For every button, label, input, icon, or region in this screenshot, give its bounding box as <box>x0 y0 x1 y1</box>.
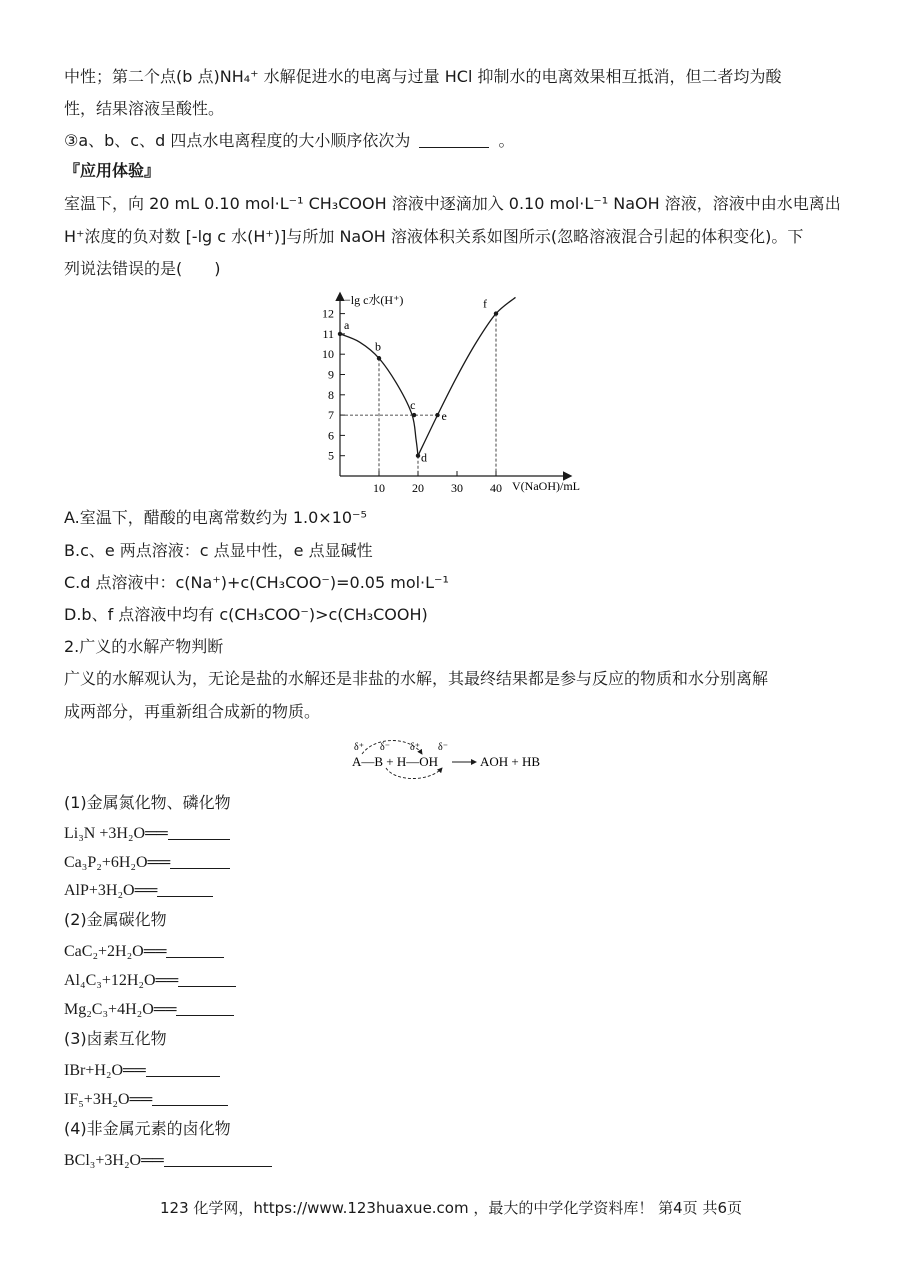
point-f <box>494 311 498 315</box>
option-c[interactable]: C.d 点溶液中：c(Na⁺)+c(CH₃COO⁻)=0.05 mol·L⁻¹ <box>64 573 449 592</box>
y-tick-label: 7 <box>328 408 334 423</box>
point-label-e: e <box>441 409 447 424</box>
y-tick-label: 11 <box>322 326 334 341</box>
question-3-end: 。 <box>498 131 515 150</box>
problem-line-2: H⁺浓度的负对数 [-lg c 水(H⁺)]与所加 NaOH 溶液体积关系如图所示(忽略溶液混合引起的体积变化)。下 <box>64 227 804 246</box>
answer-blank-1[interactable] <box>168 823 230 840</box>
y-tick-label: 5 <box>328 448 334 463</box>
equation-6 <box>64 999 234 1021</box>
scheme-reactants: A—B + H—OH <box>352 754 439 769</box>
text-line-2: 性，结果溶液呈酸性。 <box>64 99 225 118</box>
y-tick-label: 10 <box>322 347 334 362</box>
answer-blank-5[interactable] <box>178 970 236 987</box>
answer-blank-8[interactable] <box>152 1089 228 1106</box>
equation-8 <box>64 1089 228 1111</box>
equation-6-text: Mg₂C₃+4H₂O══ <box>64 1001 177 1018</box>
point-label-a: a <box>344 317 350 332</box>
option-b[interactable]: B.c、e 两点溶液：c 点显中性，e 点显碱性 <box>64 541 373 560</box>
equation-2-text: Ca₃P₂+6H₂O══ <box>64 854 171 871</box>
equation-7 <box>64 1060 220 1082</box>
subsection-1: (1)金属氮化物、磷化物 <box>64 793 231 812</box>
equation-4-text: CaC₂+2H₂O══ <box>64 943 167 960</box>
option-a[interactable]: A.室温下，醋酸的电离常数约为 1.0×10⁻⁵ <box>64 508 367 527</box>
option-d[interactable]: D.b、f 点溶液中均有 c(CH₃COO⁻)>c(CH₃COOH) <box>64 605 428 624</box>
point-label-f: f <box>483 296 487 311</box>
point-b <box>377 356 381 360</box>
answer-blank-9[interactable] <box>164 1150 272 1167</box>
equation-1 <box>64 823 230 845</box>
point-a <box>338 332 342 336</box>
answer-blank-3[interactable] <box>157 880 213 897</box>
answer-blank-7[interactable] <box>146 1060 220 1077</box>
curve-segment-2 <box>418 297 516 455</box>
y-tick-label: 8 <box>328 387 334 402</box>
x-tick-label: 40 <box>490 481 502 495</box>
answer-blank-4[interactable] <box>166 941 224 958</box>
recombine-arrow-bottom <box>386 768 442 779</box>
delta-plus-h: δ⁺ <box>410 742 420 753</box>
problem-line-1: 室温下，向 20 mL 0.10 mol·L⁻¹ CH₃COOH 溶液中逐滴加入 0.10 mol·L⁻¹ NaOH 溶液，溶液中由水电离出 <box>64 194 841 213</box>
x-tick-label: 10 <box>373 481 385 495</box>
section-heading-hydrolysis: 2.广义的水解产物判断 <box>64 637 224 656</box>
equation-5-text: Al₄C₃+12H₂O══ <box>64 972 179 989</box>
x-tick-label: 30 <box>451 481 463 495</box>
answer-blank-6[interactable] <box>176 999 234 1016</box>
equation-9-text: BCl₃+3H₂O══ <box>64 1152 164 1169</box>
answer-blank[interactable] <box>419 131 489 148</box>
delta-minus-oh: δ⁻ <box>438 742 448 753</box>
text-line-1: 中性；第二个点(b 点)NH₄⁺ 水解促进水的电离与过量 HCl 抑制水的电离效果相互抵消，但二者均为酸 <box>64 67 782 86</box>
point-d <box>416 454 420 458</box>
point-label-c: c <box>410 398 416 413</box>
x-axis-label: V(NaOH)/mL <box>512 479 580 493</box>
equation-9 <box>64 1150 272 1172</box>
equation-1-text: Li₃N +3H₂O══ <box>64 825 168 842</box>
answer-blank-2[interactable] <box>170 852 230 869</box>
question-3-text: ③a、b、c、d 四点水电离程度的大小顺序依次为 <box>64 131 411 150</box>
subsection-3: (3)卤素互化物 <box>64 1029 167 1048</box>
x-tick-label: 20 <box>412 481 424 495</box>
scheme-products: AOH + HB <box>480 754 541 769</box>
y-tick-label: 12 <box>322 306 334 321</box>
subsection-2: (2)金属碳化物 <box>64 910 167 929</box>
paragraph-line-2: 成两部分，再重新组合成新的物质。 <box>64 702 321 721</box>
equation-3-text: AlP+3H₂O══ <box>64 882 158 899</box>
equation-4 <box>64 941 224 963</box>
point-label-b: b <box>375 339 381 354</box>
equation-7-text: IBr+H₂O══ <box>64 1062 146 1079</box>
section-heading-apply: 『应用体验』 <box>64 161 161 180</box>
equation-5 <box>64 970 236 992</box>
titration-chart <box>300 288 600 498</box>
problem-line-3: 列说法错误的是( ) <box>64 259 221 278</box>
equation-3 <box>64 880 213 902</box>
subsection-4: (4)非金属元素的卤化物 <box>64 1119 231 1138</box>
point-e <box>435 413 439 417</box>
equation-2 <box>64 852 230 874</box>
y-axis-label: −lg c水(H⁺) <box>344 293 404 307</box>
y-tick-label: 9 <box>328 367 334 382</box>
page-footer: 123 化学网，https://www.123huaxue.com ，最大的中学化学资料库！ 第4页 共6页 <box>159 1199 742 1217</box>
paragraph-line-1: 广义的水解观认为，无论是盐的水解还是非盐的水解，其最终结果都是参与反应的物质和水分别离解 <box>64 669 769 688</box>
hydrolysis-scheme <box>350 738 560 788</box>
equation-8-text: IF₅+3H₂O══ <box>64 1091 153 1108</box>
point-c <box>412 413 416 417</box>
question-3-line <box>64 130 515 152</box>
point-label-d: d <box>421 450 427 465</box>
y-tick-label: 6 <box>328 428 334 443</box>
delta-minus-b: δ⁻ <box>380 742 390 753</box>
delta-plus-a: δ⁺ <box>354 742 364 753</box>
